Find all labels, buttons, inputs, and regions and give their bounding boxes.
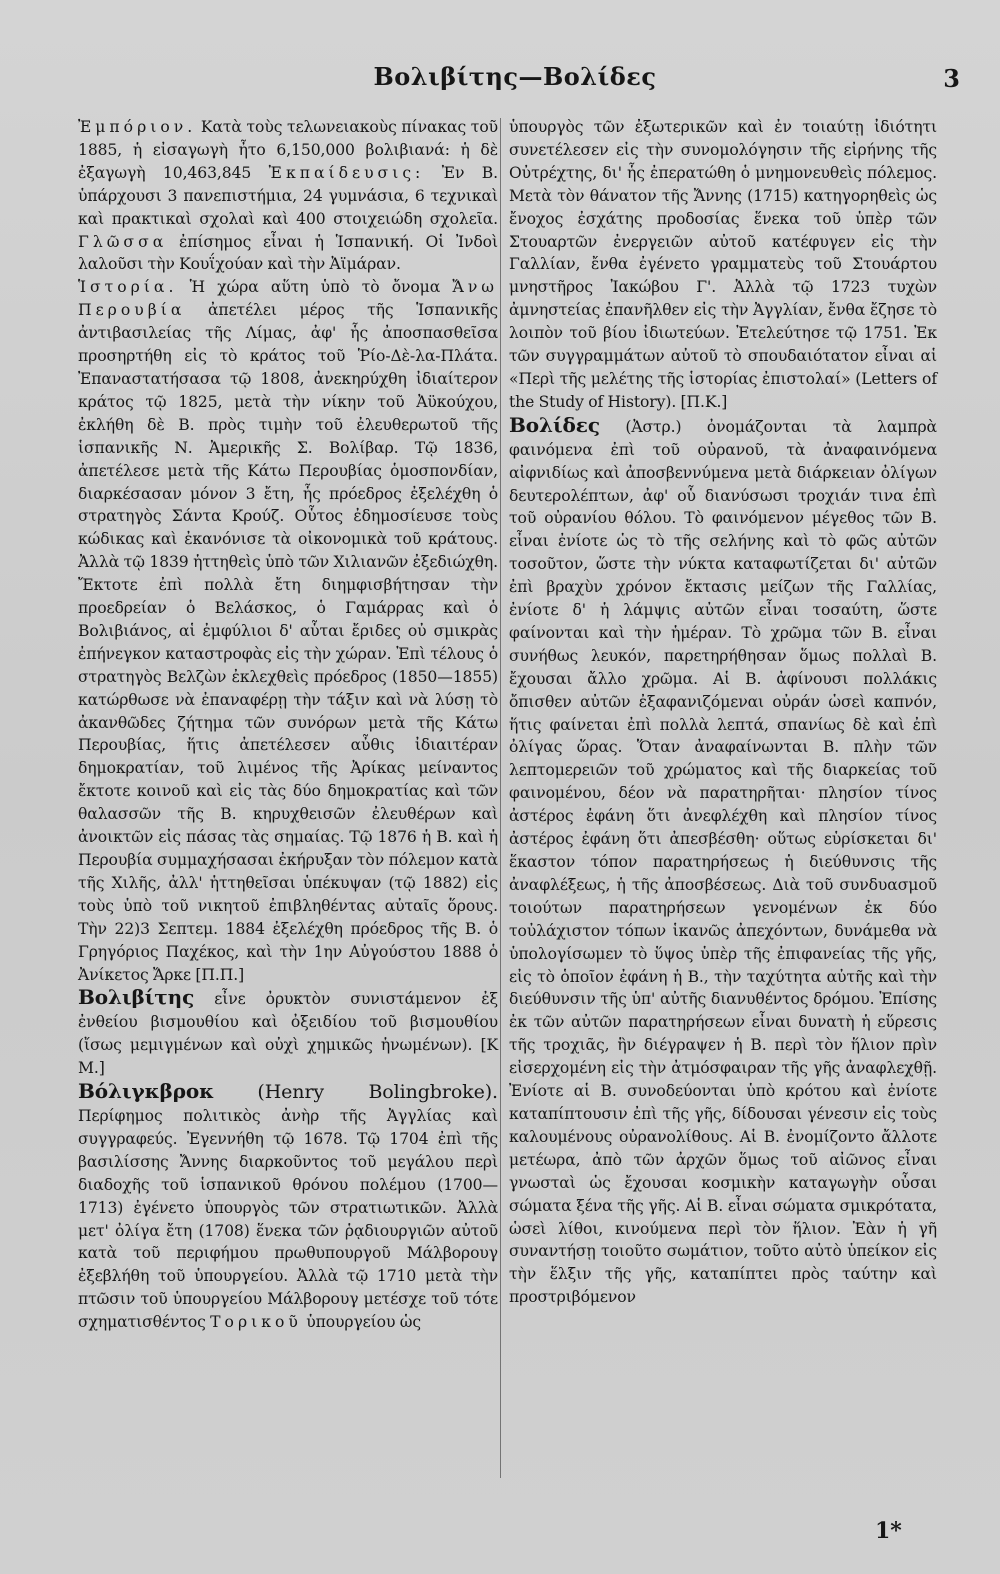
entry-title-bolivitis: Βολιβίτης bbox=[78, 985, 195, 1010]
running-head: Βολιβίτης—Βολίδες bbox=[373, 62, 657, 91]
entry-title-bolingbroke: Βόλιγκβροκ bbox=[78, 1079, 215, 1104]
history-text-2: ἀπετέλει μέρος τῆς Ἱσπανικῆς ἀντιβασιλείας τῆς Λίμας, ἀφ' ἧς ἀποσπασθεῖσα προσηρτήθη εἰς τὸ κράτος τοῦ Ῥίο-Δὲ-λα-Πλάτα. Ἐπαναστατήσασα τῷ 1808, ἀνεκηρύχθη ἰδιαίτερον κράτος τῷ 1825, μετὰ τὴν νίκην τοῦ Ἀϋκούχου, ἐκλήθη δὲ Β. πρὸς τιμὴν τοῦ ἐλευθερωτοῦ τῆς ἱσπανικῆς Ν. Ἀμερικῆς Σ. Βολίβαρ. Τῷ 1836, ἀπετέλεσε μετὰ τῆς Κάτω Περουβίας ὁμοσπονδίαν, διαρκέσασαν μόνον 3 ἔτη, ἧς πρόεδρος ἐξελέχθη ὁ στρατηγὸς Σάντα Κρούζ. Οὗτος ἐδημοσίευσε τοὺς κώδικας καὶ ἐκανόνισε τὰ οἰκονομικὰ τοῦ κράτους. Ἀλλὰ τῷ 1839 ἡττηθεὶς ὑπὸ τῶν Χιλιανῶν ἐξεδιώχθη. Ἔκτοτε ἐπὶ πολλὰ ἔτη διημφισβήτησαν τὴν προεδρείαν ὁ Βελάσκος, ὁ Γαμάρρας καὶ ὁ Βολιβιάνος, αἱ ἐμφύλιοι δ' αὗται ἔριδες οὐ σμικρὰς ἐπήνεγκον καταστροφὰς εἰς τὴν χώραν. Ἐπὶ τέλους ὁ στρατηγὸς Βελζὼν ἐκλεχθεὶς πρόεδρος (1850—1855) κατώρθωσε νὰ ἐπαναφέρῃ τὴν τάξιν καὶ νὰ λύσῃ τὸ ἀκανθῶδες ζήτημα τῶν συνόρων μετὰ τῆς Κάτω Περουβίας, ἥτις ἀπετέλεσεν αὖθις ἰδιαιτέραν δημοκρατίαν, τοῦ λιμένος τῆς Ἀρίκας μείναντος ἔκτοτε κοινοῦ καὶ εἰς τὰς δύο δημοκρατίας καὶ τῶν θαλασσῶν τῆς Β. κηρυχθεισῶν ἐλευθέρων καὶ ἀνοικτῶν εἰς πάσας τὰς σημαίας. Τῷ 1876 ἡ Β. καὶ ἡ Περουβία συμμαχήσασαι ἐκήρυξαν τὸν πόλεμον κατὰ τῆς Χιλῆς, ἀλλ' ἡττηθεῖσαι ὑπέκυψαν (τῷ 1882) εἰς τοὺς ὑπὸ τοῦ νικητοῦ ἐπιβληθέντας αὐταῖς ὅρους. Τὴν 22)3 Σεπτεμ. 1884 ἐξελέχθη πρόεδρος τῆς Β. ὁ Γρηγόριος Παχέκος, καὶ τὴν 1ην Αὐγούστου 1888 ὁ Ἀνίκετος Ἄρκε [Π.Π.] bbox=[78, 301, 499, 984]
left-column bbox=[78, 116, 498, 1334]
volides-text: ὀνομάζονται τὰ λαμπρὰ φαινόμενα ἐπὶ τοῦ οὐρανοῦ, τὰ ἀναφαινόμενα αἰφνιδίως καὶ ἀποσβεννύμενα μετὰ διάρκειαν ὀλίγων δευτερολέπτων, ἀφ' οὗ διανύσωσι τροχιάν τινα ἐπὶ τοῦ οὐρανίου θόλου. Τὸ φαινόμενον μέγεθος τῶν Β. εἶναι ἐνίοτε ὡς τὸ τῆς σελήνης καὶ τὸ φῶς αὐτῶν τοσοῦτον, ὥστε τὴν νύκτα καταφωτίζεται δι' αὐτῶν ἐπὶ βραχὺν χρόνον ἔκτασις μείζων τῆς Γαλλίας, ἐνίοτε δ' ἡ λάμψις αὐτῶν εἶναι τοσαύτη, ὥστε φαίνονται καὶ τὴν ἡμέραν. Τὸ χρῶμα τῶν Β. εἶναι συνήθως λευκόν, παρετηρήθησαν ὅμως πολλαὶ Β. ἔχουσαι ἄλλο χρῶμα. Αἱ Β. ἀφίνουσι πολλάκις ὄπισθεν αὐτῶν ἐξαφανιζόμεναι οὐράν ὡσεὶ καπνόν, ἥτις φαίνεται ἐπὶ πολλὰ λεπτά, σπανίως δὲ καὶ ἐπὶ ὀλίγας ὥρας. Ὅταν ἀναφαίνωνται Β. πλὴν τῶν λεπτομερειῶν τοῦ χρώματος καὶ τῆς διαρκείας τοῦ φαινομένου, δέον νὰ παρατηρῆται· πλησίον τίνος ἀστέρος ἐφάνη ὅτι ἀνεφλέχθη καὶ πλησίον τίνος ἀστέρος ἐφάνη ὅτι ἀπεσβέσθη· οὕτως εὑρίσκεται δι' ἕκαστον τόπον παρατηρήσεως ἡ διεύθυνσις τῆς ἀναφλέξεως, ἡ τῆς ἀποσβέσεως. Διὰ τοῦ συνδυασμοῦ τοιούτων παρατηρήσεων γενομένων ἐκ δύο τοὐλάχιστον τόπων ἱκανῶς ἀπεχόντων, δυνάμεθα νὰ ὑπολογίσωμεν τὸ ὕψος ὑπὲρ τῆς ἐπιφανείας τῆς γῆς, εἰς τὸ ὁποῖον ἐφάνη ἡ Β., τὴν ταχύτητα αὐτῆς καὶ τὴν διεύθυνσιν τῆς ὑπ' αὐτῆς διανυθέντος δρόμου. Ἐπίσης ἐκ τῶν αὐτῶν παρατηρήσεων εἶναι δυνατὴ ἡ εὕρεσις τῆς τροχιᾶς, ἣν διέγραψεν ἡ Β. περὶ τὸν ἥλιον πρὶν εἰσερχομένη εἰς τὴν ἀτμόσφαιραν τῆς γῆς ἀναφλεχθῇ. Ἐνίοτε αἱ Β. συνοδεύονται ὑπὸ κρότου καὶ ἐνίοτε καταπίπτουσιν ἐπὶ τῆς γῆς, δίδουσαι γένεσιν εἰς τοὺς καλουμένους οὐρανολίθους. Αἱ Β. ἐνομίζοντο ἄλλοτε μετέωρα, ἀπὸ τῶν ἀρχῶν ὅμως τοῦ αἰῶνος εἶναι γνωσταὶ ὡς ἔχουσαι κοσμικὴν καταγωγὴν οὖσαι σώματα ξένα τῆς γῆς. Αἱ Β. εἶναι σώματα σμικρότατα, ὡσεὶ λίθοι, κινούμενα περὶ τὸν ἥλιον. Ἐὰν ἡ γῆ συναντήσῃ τοιοῦτο σωμάτιον, τοῦτο αὐτὸ ὑπείκον εἰς τὴν ἕλξιν τῆς γῆς, καταπίπτει πρὸς ταύτην καὶ προστριβόμενον bbox=[509, 417, 937, 1307]
commerce-label: Ἐμπόριον. bbox=[78, 118, 197, 136]
language-text: ἐπίσημος εἶναι ἡ Ἱσπανική. Οἱ Ἰνδοὶ λαλοῦσι τὴν Κουΐχούαν καὶ τὴν Ἀϊμάραν. bbox=[78, 232, 498, 274]
history-paragraph bbox=[78, 276, 498, 986]
education-label: Ἐκπαίδευσις: bbox=[268, 163, 425, 182]
entry-bolivitis bbox=[78, 986, 498, 1080]
volides-sub: (Ἀστρ.) bbox=[625, 417, 682, 436]
bolivitis-text: εἶνε ὀρυκτὸν συνιστάμενον ἐξ ἐνθείου βισμουθίου καὶ ὀξειδίου τοῦ βισμουθίου (ἴσως μεμιγμένων καὶ οὐχὶ χημικῶς ἡνωμένων). [Κ Μ.] bbox=[78, 990, 498, 1078]
bolingbroke-text: Περίφημος πολιτικὸς ἀνὴρ τῆς Ἀγγλίας καὶ συγγραφεύς. Ἐγεννήθη τῷ 1678. Τῷ 1704 ἐπὶ τῆς βασιλίσσης Ἄννης διαρκοῦντος τοῦ μεγάλου περὶ διαδοχῆς τοῦ ἱσπανικοῦ θρόνου πολέμου (1700—1713) ἐγένετο ὑπουργὸς τῶν στρατιωτικῶν. Ἀλλὰ μετ' ὀλίγα ἔτη (1708) ἕνεκα τῶν ῥᾳδιουργιῶν αὐτοῦ κατὰ τοῦ περιφήμου πρωθυπουργοῦ Μάλβορουγ ἐξεβλήθη τοῦ ὑπουργείου. Ἀλλὰ τῷ 1710 μετὰ τὴν πτῶσιν τοῦ ὑπουργείου Μάλβορουγ μετέσχε τοῦ τότε σχηματισθέντος bbox=[78, 1106, 498, 1332]
commerce-paragraph bbox=[78, 116, 498, 276]
history-text-1: Ἡ χώρα αὕτη ὑπὸ τὸ ὄνομα bbox=[189, 278, 441, 297]
page-header bbox=[70, 62, 960, 102]
right-column bbox=[509, 116, 937, 1309]
bolingbroke-latin: (Henry Bolingbroke). bbox=[257, 1081, 498, 1104]
history-label: Ἱστορία. bbox=[78, 278, 178, 297]
education-text: Ἐν Β. ὑπάρχουσι 3 πανεπιστήμια, 24 γυμνάσια, 6 τεχνικαὶ καὶ πρακτικαὶ σχολαὶ καὶ 400 στοιχειώδη σχολεῖα. bbox=[78, 163, 499, 228]
language-label: Γλῶσσα bbox=[78, 232, 168, 251]
bolingbroke-tail: ὑπουργείου ὡς bbox=[306, 1313, 421, 1332]
column-rule bbox=[500, 118, 501, 1478]
entry-title-volides: Βολίδες bbox=[509, 412, 600, 437]
bolingbroke-cont-text: ὑπουργὸς τῶν ἐξωτερικῶν καὶ ἐν τοιαύτῃ ἰδιότητι συνετέλεσεν εἰς τὴν συνομολόγησιν τῆς εἰρήνης τῆς Οὐτρέχτης, δι' ἧς ἐπερατώθη ὁ μνημονευθεὶς πόλεμος. Μετὰ τὸν θάνατον τῆς Ἄννης (1715) κατηγορηθεὶς ὡς ἔνοχος ἐσχάτης προδοσίας ἕνεκα τοῦ ὑπὲρ τῶν Στουαρτῶν ἐνεργειῶν αὐτοῦ κατέφυγεν εἰς τὴν Γαλλίαν, ἔνθα ἐγένετο γραμματεὺς τοῦ Στουάρτου μνηστῆρος Ἰακώβου Γ'. Ἀλλὰ τῷ 1723 τυχὼν ἀμνηστείας ἐπανῆλθεν εἰς τὴν Ἀγγλίαν, ἔνθα ἔζησε τὸ λοιπὸν τοῦ βίου ἰδιωτεύων. Ἐτελεύτησε τῷ 1751. Ἐκ τῶν συγγραμμάτων αὐτοῦ τὸ σπουδαιότατον εἶναι αἱ «Περὶ τῆς μελέτης τῆς ἱστορίας ἐπιστολαί» (Letters of the Study of History). [Π.Κ.] bbox=[509, 118, 937, 411]
tory-label: Τορικοῦ bbox=[210, 1313, 302, 1332]
bolingbroke-continuation bbox=[509, 116, 937, 414]
entry-bolingbroke bbox=[78, 1080, 498, 1334]
signature-mark: 1* bbox=[875, 1518, 902, 1544]
upper-peru: Ἄνω Περουβία bbox=[78, 278, 499, 320]
commerce-text: Κατὰ τοὺς τελωνειακοὺς πίνακας τοῦ 1885, ἡ εἰσαγωγὴ ἦτο 6,150,000 βολιβιανά: ἡ δὲ ἐξαγωγὴ 10,463,845 bbox=[78, 118, 498, 182]
page-number: 3 bbox=[943, 64, 960, 93]
entry-volides bbox=[509, 414, 937, 1309]
